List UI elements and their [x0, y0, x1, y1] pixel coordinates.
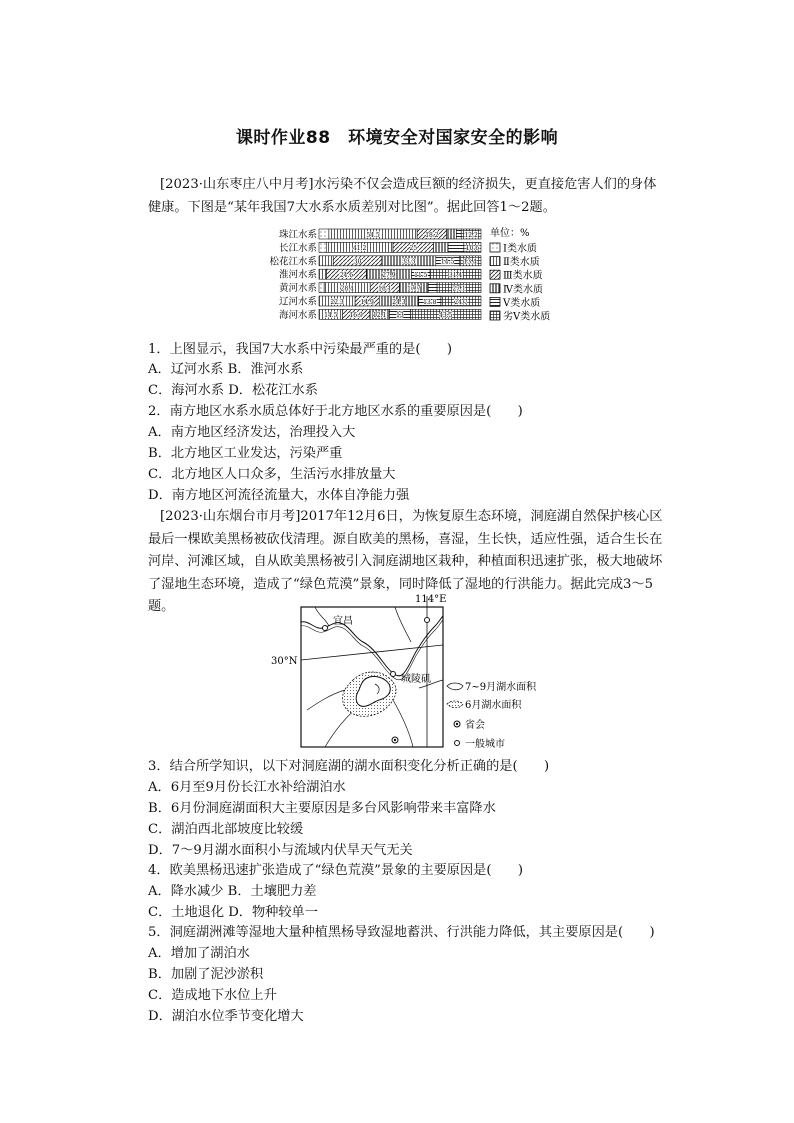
question-5-option-b: B．加剧了泥沙淤积 — [148, 967, 264, 982]
chart-category-label: 黄河水系 — [278, 283, 317, 295]
question-3-option-a: A．6月至9月份长江水补给湖泊水 — [148, 780, 346, 795]
chart-value-label: 30 — [353, 258, 362, 266]
chart-bar-segment — [447, 229, 457, 239]
chart-value-label: 13.8 — [423, 298, 437, 306]
chart-value-label: 31.4 — [448, 272, 463, 279]
chart-category-label: 长江水系 — [278, 242, 317, 254]
chart-legend-swatch — [490, 270, 500, 279]
page-title: 课时作业88 环境安全对国家安全的影响 — [235, 128, 559, 148]
chart-legend-label: Ⅱ类水质 — [503, 257, 540, 269]
chart-value-label: 22.3 — [330, 298, 344, 306]
chart-value-label: 14.5 — [324, 312, 338, 320]
question-3-stem: 3．结合所学知识，以下对洞庭湖的湖水面积变化分析正确的是( ) — [148, 759, 550, 774]
question-2-option-a: A．南方地区经济发达，治理投入大 — [148, 425, 356, 440]
question-3-option-d: D．7～9月湖水面积小与流域内伏旱天气无关 — [148, 843, 413, 858]
question-1-stem: 1．上图显示，我国7大水系中污染最严重的是( ) — [148, 342, 453, 357]
chart-category-label: 珠江水系 — [278, 229, 317, 241]
chart-value-label: 13 — [396, 312, 404, 320]
chart-value-label: 28.4 — [340, 285, 354, 293]
chart-value-label: 18.2 — [425, 231, 439, 239]
question-5-stem: 5．洞庭湖洲滩等湿地大量种植黑杨导致湿地蓄洪、行洪能力降低，其主要原因是( ) — [148, 925, 655, 940]
chart-legend-label: Ⅳ类水质 — [503, 284, 543, 296]
question-3-option-b: B．6月份洞庭湖面积大主要原因是多台风影响带来丰富降水 — [148, 801, 496, 816]
question-1-options-cd: C．海河水系 D．松花江水系 — [148, 383, 318, 398]
chart-bar-segment — [319, 283, 324, 293]
chart-value-label: 12.2 — [464, 231, 478, 239]
water-quality-chart — [255, 226, 585, 326]
city-yichang-label: 宜昌 — [333, 616, 353, 627]
question-2-option-b: B．北方地区工业发达，污染严重 — [148, 446, 343, 461]
chart-value-label: 41.2 — [352, 245, 367, 253]
chart-legend-swatch — [490, 243, 500, 252]
question-5-option-c: C．造成地下水位上升 — [148, 988, 277, 1003]
chart-value-label: 24.6 — [339, 272, 354, 279]
chart-value-label: 16.9 — [349, 312, 363, 320]
chart-bar-segment — [319, 256, 333, 266]
chart-legend-label: Ⅴ类水质 — [503, 297, 541, 309]
chart-value-label: 43.5 — [439, 312, 453, 320]
chart-value-label: 27.1 — [452, 285, 466, 293]
intro-paragraph-1: [2023·山东枣庄八中月考]水污染不仅会造成巨额的经济损失，更直接危害人们的身体健康。下图是“某年我国7大水系水质差别对比图”。据此回答1～2题。 — [148, 177, 657, 215]
chart-value-label: 14.9 — [360, 298, 374, 306]
chart-value-label: 13.4 — [463, 258, 477, 266]
chart-value-label: 14.5 — [440, 258, 455, 266]
chart-value-label: 54.5 — [366, 231, 380, 239]
chart-value-label: 17.7 — [407, 285, 421, 293]
chart-value-label: 24.7 — [454, 298, 468, 306]
chart-value-label: 10.6 — [465, 245, 480, 253]
intro-paragraph-2: [2023·山东烟台市月考]2017年12月6日，为恢复原生态环境，洞庭湖自然保护核心区最后一棵欧美黑杨被砍伐清理。源自欧美的黑杨，喜湿，生长快，适应性强，适合生长在河岸、河滩区域，自从欧美黑杨被引入洞庭湖地区栽种，种植面积迅速扩张，极大地破坏了湿地生态环境，造成了“绿色荒漠”景象，同时降低了湿地的行洪能力。据此完成3～5题。 — [148, 509, 663, 614]
chart-bar-segment — [319, 269, 326, 279]
legend-city: 一般城市 — [465, 739, 505, 750]
chart-bar-segment — [434, 242, 449, 252]
legend-june-area: 6月湖水面积 — [465, 700, 522, 711]
chart-category-label: 淮河水系 — [278, 269, 317, 281]
chenglingji-city-marker — [391, 672, 396, 677]
chart-bar-segment — [319, 229, 329, 239]
city-chenglingji-label: 城陵矶 — [401, 674, 431, 685]
chart-category-label: 辽河水系 — [278, 296, 317, 308]
map-legend — [447, 680, 537, 750]
question-3-option-c: C．湖泊西北部坡度比较缓 — [148, 822, 304, 837]
legend-jul-sep-area: 7~9月湖水面积 — [465, 682, 537, 693]
chart-legend-swatch — [490, 257, 500, 266]
question-4-options-cd: C．土地退化 D．物种较单一 — [148, 905, 318, 920]
chart-legend-label: Ⅲ类水质 — [503, 270, 543, 282]
chart-legend-swatch — [490, 284, 500, 293]
chart-legend-label: 劣Ⅴ类水质 — [503, 311, 551, 323]
chart-value-label: 27.9 — [382, 272, 396, 279]
chart-category-label: 海河水系 — [278, 309, 317, 321]
question-2-stem: 2．南方地区水系水质总体好于北方地区水系的重要原因是( ) — [148, 404, 523, 419]
chart-value-label: 18.1 — [378, 285, 392, 293]
chart-value-label: 11.5 — [414, 272, 428, 279]
question-5-option-a: A．增加了湖泊水 — [148, 946, 250, 961]
chart-category-label: 松花江水系 — [269, 256, 317, 268]
chart-legend-swatch — [490, 311, 500, 320]
chart-value-label: 25 — [409, 245, 418, 253]
chart-bar-segment — [428, 283, 437, 293]
question-4-stem: 4．欧美黑杨迅速扩张造成了“绿色荒漠”景象的主要原因是( ) — [148, 863, 524, 878]
chart-value-label: 12.1 — [372, 312, 387, 320]
chart-legend-label: Ⅰ类水质 — [503, 243, 537, 255]
latitude-label: 30°N — [271, 656, 298, 667]
chart-bar-segment — [456, 229, 461, 239]
chart-value-label: 24.3 — [392, 298, 406, 306]
chart-bar-segment — [319, 242, 326, 252]
dongting-lake-map — [271, 590, 575, 755]
question-2-option-c: C．北方地区人口众多，生活污水排放量大 — [148, 467, 396, 482]
legend-capital: 省会 — [465, 720, 485, 731]
chart-value-label: 33.3 — [402, 258, 416, 266]
chart-legend-swatch — [490, 297, 500, 306]
chart-unit-label: 单位：% — [490, 228, 530, 239]
question-1-options-ab: A．辽河水系 B．淮河水系 — [148, 362, 304, 377]
longitude-label: 114°E — [415, 594, 447, 605]
question-5-option-d: D．湖泊水位季节变化增大 — [148, 1009, 304, 1024]
city-marker-east — [425, 618, 430, 623]
chart-bar-segment — [448, 242, 464, 252]
question-2-option-d: D．南方地区河流径流量大，水体自净能力强 — [148, 488, 410, 503]
question-4-options-ab: A．降水减少 B．土壤肥力差 — [148, 884, 317, 899]
yichang-city-marker — [323, 626, 328, 631]
